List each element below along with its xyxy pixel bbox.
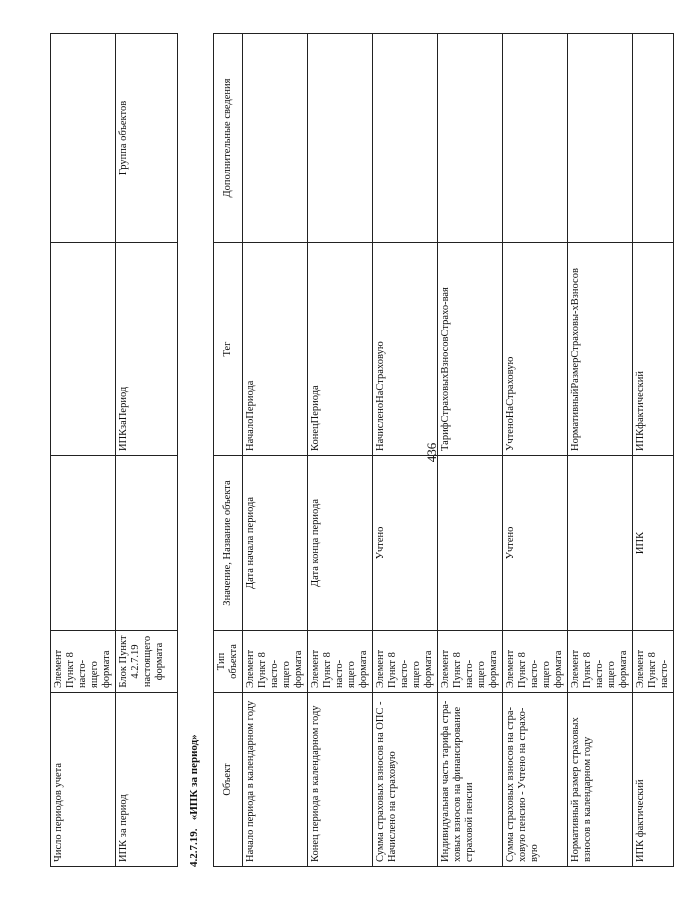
tag-cell: ТарифСтраховыхВзносовСтрахо-вая bbox=[438, 243, 503, 456]
tag-cell: ИПКфактический bbox=[633, 243, 674, 456]
value-cell: Дата начала периода bbox=[243, 456, 308, 631]
table-row bbox=[308, 34, 373, 867]
extra-cell bbox=[308, 34, 373, 243]
table-row bbox=[568, 34, 633, 867]
table-row bbox=[116, 34, 178, 867]
column-header-type: Тип объекта bbox=[214, 631, 243, 693]
extra-cell bbox=[51, 34, 116, 243]
type-cell: Элемент Пункт 8 насто-ящего формата bbox=[503, 631, 568, 693]
tag-cell: УчтеноНаСтраховую bbox=[503, 243, 568, 456]
type-cell: Блок Пункт 4.2.7.19 настоящего формата bbox=[116, 631, 178, 693]
type-cell: Элемент Пункт 8 насто-ящего формата bbox=[51, 631, 116, 693]
type-cell: Элемент Пункт 8 насто- bbox=[633, 631, 674, 693]
table-row bbox=[633, 34, 674, 867]
object-cell: Число периодов учета bbox=[51, 693, 116, 867]
table-row bbox=[438, 34, 503, 867]
value-cell bbox=[116, 456, 178, 631]
ipk-period-table bbox=[213, 33, 674, 867]
value-cell bbox=[438, 456, 503, 631]
value-cell: Учтено bbox=[373, 456, 438, 631]
extra-cell bbox=[503, 34, 568, 243]
type-cell: Элемент Пункт 8 насто-ящего формата bbox=[568, 631, 633, 693]
tag-cell: НачисленоНаСтраховую bbox=[373, 243, 438, 456]
object-cell: ИПК фактический bbox=[633, 693, 674, 867]
column-header-object: Объект bbox=[214, 693, 243, 867]
type-cell: Элемент Пункт 8 насто-ящего формата bbox=[373, 631, 438, 693]
section-heading bbox=[188, 734, 200, 867]
object-cell: Индивидуальная часть тарифа стра-ховых взносов на финансирование страховой пенсии bbox=[438, 693, 503, 867]
value-cell: Дата конца периода bbox=[308, 456, 373, 631]
table-row bbox=[243, 34, 308, 867]
continued-table bbox=[50, 33, 178, 867]
type-cell: Элемент Пункт 8 насто-ящего формата bbox=[243, 631, 308, 693]
table-row bbox=[51, 34, 116, 867]
value-cell bbox=[568, 456, 633, 631]
type-cell: Элемент Пункт 8 насто-ящего формата bbox=[308, 631, 373, 693]
tag-cell bbox=[51, 243, 116, 456]
column-header-value: Значение, Название объекта bbox=[214, 456, 243, 631]
extra-cell bbox=[373, 34, 438, 243]
object-cell: Нормативный размер страховых взносов в календарном году bbox=[568, 693, 633, 867]
tag-cell: ИПКзаПериод bbox=[116, 243, 178, 456]
type-cell: Элемент Пункт 8 насто-ящего формата bbox=[438, 631, 503, 693]
column-header-extra: Дополнительные сведения bbox=[214, 34, 243, 243]
value-cell: ИПК bbox=[633, 456, 674, 631]
header-row bbox=[214, 34, 243, 867]
value-cell: Учтено bbox=[503, 456, 568, 631]
object-cell: Начало периода в календарном году bbox=[243, 693, 308, 867]
tag-cell: НормативныйРазмерСтраховы-хВзносов bbox=[568, 243, 633, 456]
page-number: 436 bbox=[424, 442, 439, 463]
object-cell: Конец периода в календарном году bbox=[308, 693, 373, 867]
object-cell: Сумма страховых взносов на стра-ховую пенсию - Учтено на страхо-вую bbox=[503, 693, 568, 867]
table-row bbox=[373, 34, 438, 867]
value-cell bbox=[51, 456, 116, 631]
object-cell: ИПК за период bbox=[116, 693, 178, 867]
extra-cell: Группа объектов bbox=[116, 34, 178, 243]
extra-cell bbox=[243, 34, 308, 243]
extra-cell bbox=[568, 34, 633, 243]
section-number: 4.2.7.19. bbox=[188, 828, 200, 867]
column-header-tag: Тег bbox=[214, 243, 243, 456]
extra-cell bbox=[438, 34, 503, 243]
section-title: «ИПК за период» bbox=[188, 734, 200, 821]
tag-cell: НачалоПериода bbox=[243, 243, 308, 456]
tag-cell: КонецПериода bbox=[308, 243, 373, 456]
extra-cell bbox=[633, 34, 674, 243]
object-cell: Сумма страховых взносов на ОПС - Начислено на страховую bbox=[373, 693, 438, 867]
table-row bbox=[503, 34, 568, 867]
